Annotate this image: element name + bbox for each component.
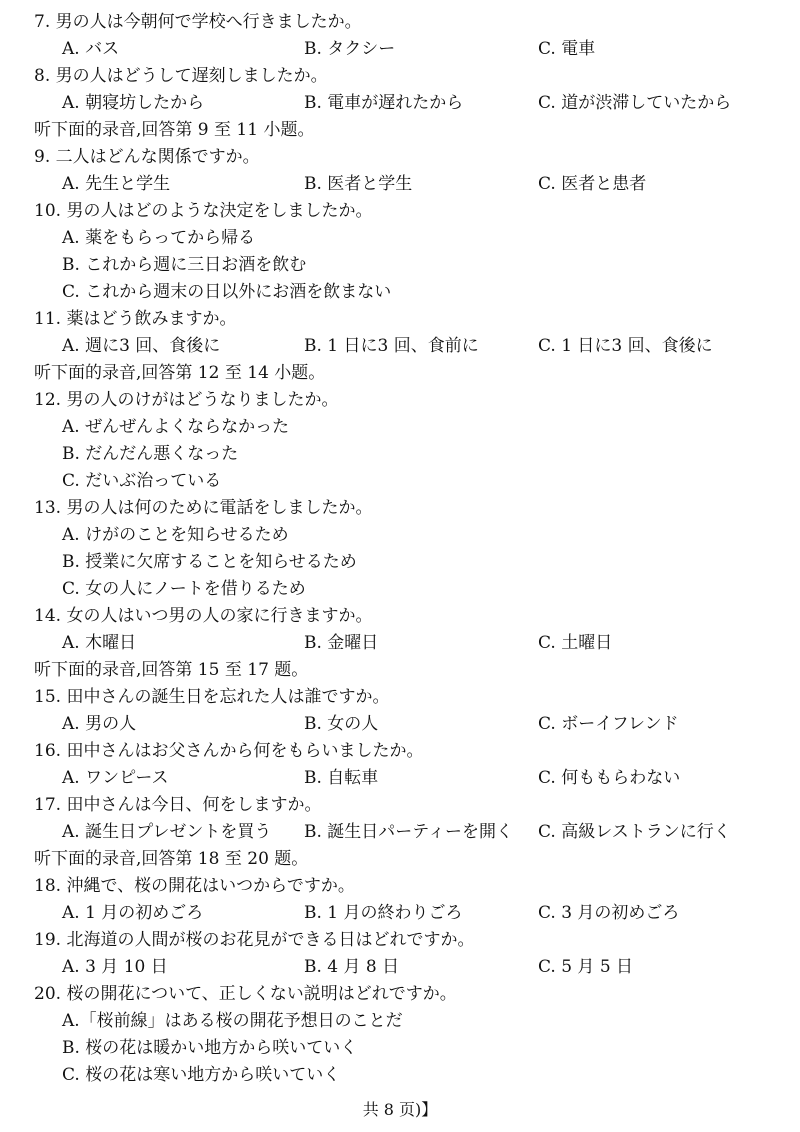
question-19-options	[0, 954, 800, 980]
question-12-option-b: B. だんだん悪くなった	[62, 444, 239, 464]
question-15-option-c: C. ボーイフレンド	[538, 714, 679, 734]
question-12-option-a-row	[0, 414, 800, 440]
question-8-option-c: C. 道が渋滞していたから	[538, 93, 732, 113]
page-footer: 共 8 页)】	[362, 1100, 438, 1119]
question-12-option-a: A. ぜんぜんよくならなかった	[62, 417, 290, 437]
question-11-option-b: B. 1 日に3 回、食前に	[304, 336, 479, 356]
question-18-option-a: A. 1 月の初めごろ	[62, 903, 204, 923]
question-17-option-b: B. 誕生日パーティーを開く	[304, 822, 513, 842]
question-15-option-b: B. 女の人	[304, 714, 379, 734]
question-14-stem: 14. 女の人はいつ男の人の家に行きますか。	[34, 606, 373, 626]
question-16-option-a: A. ワンピース	[62, 768, 169, 788]
question-13-option-b: B. 授業に欠席することを知らせるため	[62, 552, 357, 572]
question-20-option-c-row	[0, 1062, 800, 1088]
question-18-options	[0, 900, 800, 926]
question-7-option-c: C. 電車	[538, 39, 596, 59]
question-18-option-c: C. 3 月の初めごろ	[538, 903, 680, 923]
question-17-option-c: C. 高級レストランに行く	[538, 822, 731, 842]
question-11-stem: 11. 薬はどう飲みますか。	[34, 309, 237, 329]
question-15-options	[0, 711, 800, 737]
question-14-option-a: A. 木曜日	[62, 633, 137, 653]
section-instruction-1: 听下面的录音,回答第 9 至 11 小题。	[34, 120, 315, 140]
question-7-options	[0, 36, 800, 62]
question-13-option-b-row	[0, 549, 800, 575]
question-8-options	[0, 90, 800, 116]
question-13-stem: 13. 男の人は何のために電話をしましたか。	[34, 498, 373, 518]
question-8-stem: 8. 男の人はどうして遅刻しましたか。	[34, 66, 328, 86]
question-20-option-a-row	[0, 1008, 800, 1034]
question-18-stem: 18. 沖縄で、桜の開花はいつからですか。	[34, 876, 355, 896]
question-10-option-b: B. これから週に三日お酒を飲む	[62, 255, 307, 275]
question-7-option-a: A. バス	[62, 39, 120, 59]
question-20-option-c: C. 桜の花は寒い地方から咲いていく	[62, 1065, 341, 1085]
question-10-option-c-row	[0, 279, 800, 305]
question-11-option-a: A. 週に3 回、食後に	[62, 336, 221, 356]
question-10-stem: 10. 男の人はどのような決定をしましたか。	[34, 201, 373, 221]
question-8-option-b: B. 電車が遅れたから	[304, 93, 464, 113]
question-20-option-a: A.「桜前線」はある桜の開花予想日のことだ	[62, 1011, 403, 1031]
question-7-option-b: B. タクシー	[304, 39, 396, 59]
question-9-option-c: C. 医者と患者	[538, 174, 647, 194]
question-16-options	[0, 765, 800, 791]
question-11-options	[0, 333, 800, 359]
question-11-option-c: C. 1 日に3 回、食後に	[538, 336, 713, 356]
question-14-option-c: C. 土曜日	[538, 633, 613, 653]
question-12-option-c-row	[0, 468, 800, 494]
question-8-option-a: A. 朝寝坊したから	[62, 93, 205, 113]
question-19-option-b: B. 4 月 8 日	[304, 957, 400, 977]
question-12-option-c: C. だいぶ治っている	[62, 471, 222, 491]
question-20-option-b: B. 桜の花は暖かい地方から咲いていく	[62, 1038, 358, 1058]
question-13-option-c: C. 女の人にノートを借りるため	[62, 579, 306, 599]
question-16-option-b: B. 自転車	[304, 768, 379, 788]
question-10-option-c: C. これから週末の日以外にお酒を飲まない	[62, 282, 392, 302]
question-13-option-c-row	[0, 576, 800, 602]
section-instruction-4: 听下面的录音,回答第 18 至 20 题。	[34, 849, 309, 869]
question-12-option-b-row	[0, 441, 800, 467]
question-10-option-a-row	[0, 225, 800, 251]
question-20-option-b-row	[0, 1035, 800, 1061]
question-9-option-a: A. 先生と学生	[62, 174, 171, 194]
question-18-option-b: B. 1 月の終わりごろ	[304, 903, 463, 923]
question-16-option-c: C. 何ももらわない	[538, 768, 681, 788]
question-14-options	[0, 630, 800, 656]
question-9-option-b: B. 医者と学生	[304, 174, 413, 194]
question-19-option-c: C. 5 月 5 日	[538, 957, 634, 977]
question-19-stem: 19. 北海道の人間が桜のお花見ができる日はどれですか。	[34, 930, 475, 950]
question-16-stem: 16. 田中さんはお父さんから何をもらいましたか。	[34, 741, 424, 761]
section-instruction-3: 听下面的录音,回答第 15 至 17 题。	[34, 660, 309, 680]
question-20-stem: 20. 桜の開花について、正しくない説明はどれですか。	[34, 984, 457, 1004]
section-instruction-2: 听下面的录音,回答第 12 至 14 小题。	[34, 363, 326, 383]
question-7-stem: 7. 男の人は今朝何で学校へ行きましたか。	[34, 12, 362, 32]
question-9-options	[0, 171, 800, 197]
question-17-option-a: A. 誕生日プレゼントを買う	[62, 822, 272, 842]
question-15-option-a: A. 男の人	[62, 714, 137, 734]
question-19-option-a: A. 3 月 10 日	[62, 957, 168, 977]
question-12-stem: 12. 男の人のけがはどうなりましたか。	[34, 390, 339, 410]
question-15-stem: 15. 田中さんの誕生日を忘れた人は誰ですか。	[34, 687, 390, 707]
question-9-stem: 9. 二人はどんな関係ですか。	[34, 147, 260, 167]
question-10-option-a: A. 薬をもらってから帰る	[62, 228, 256, 248]
question-10-option-b-row	[0, 252, 800, 278]
question-14-option-b: B. 金曜日	[304, 633, 379, 653]
question-13-option-a-row	[0, 522, 800, 548]
question-13-option-a: A. けがのことを知らせるため	[62, 525, 289, 545]
question-17-stem: 17. 田中さんは今日、何をしますか。	[34, 795, 322, 815]
question-17-options	[0, 819, 800, 845]
